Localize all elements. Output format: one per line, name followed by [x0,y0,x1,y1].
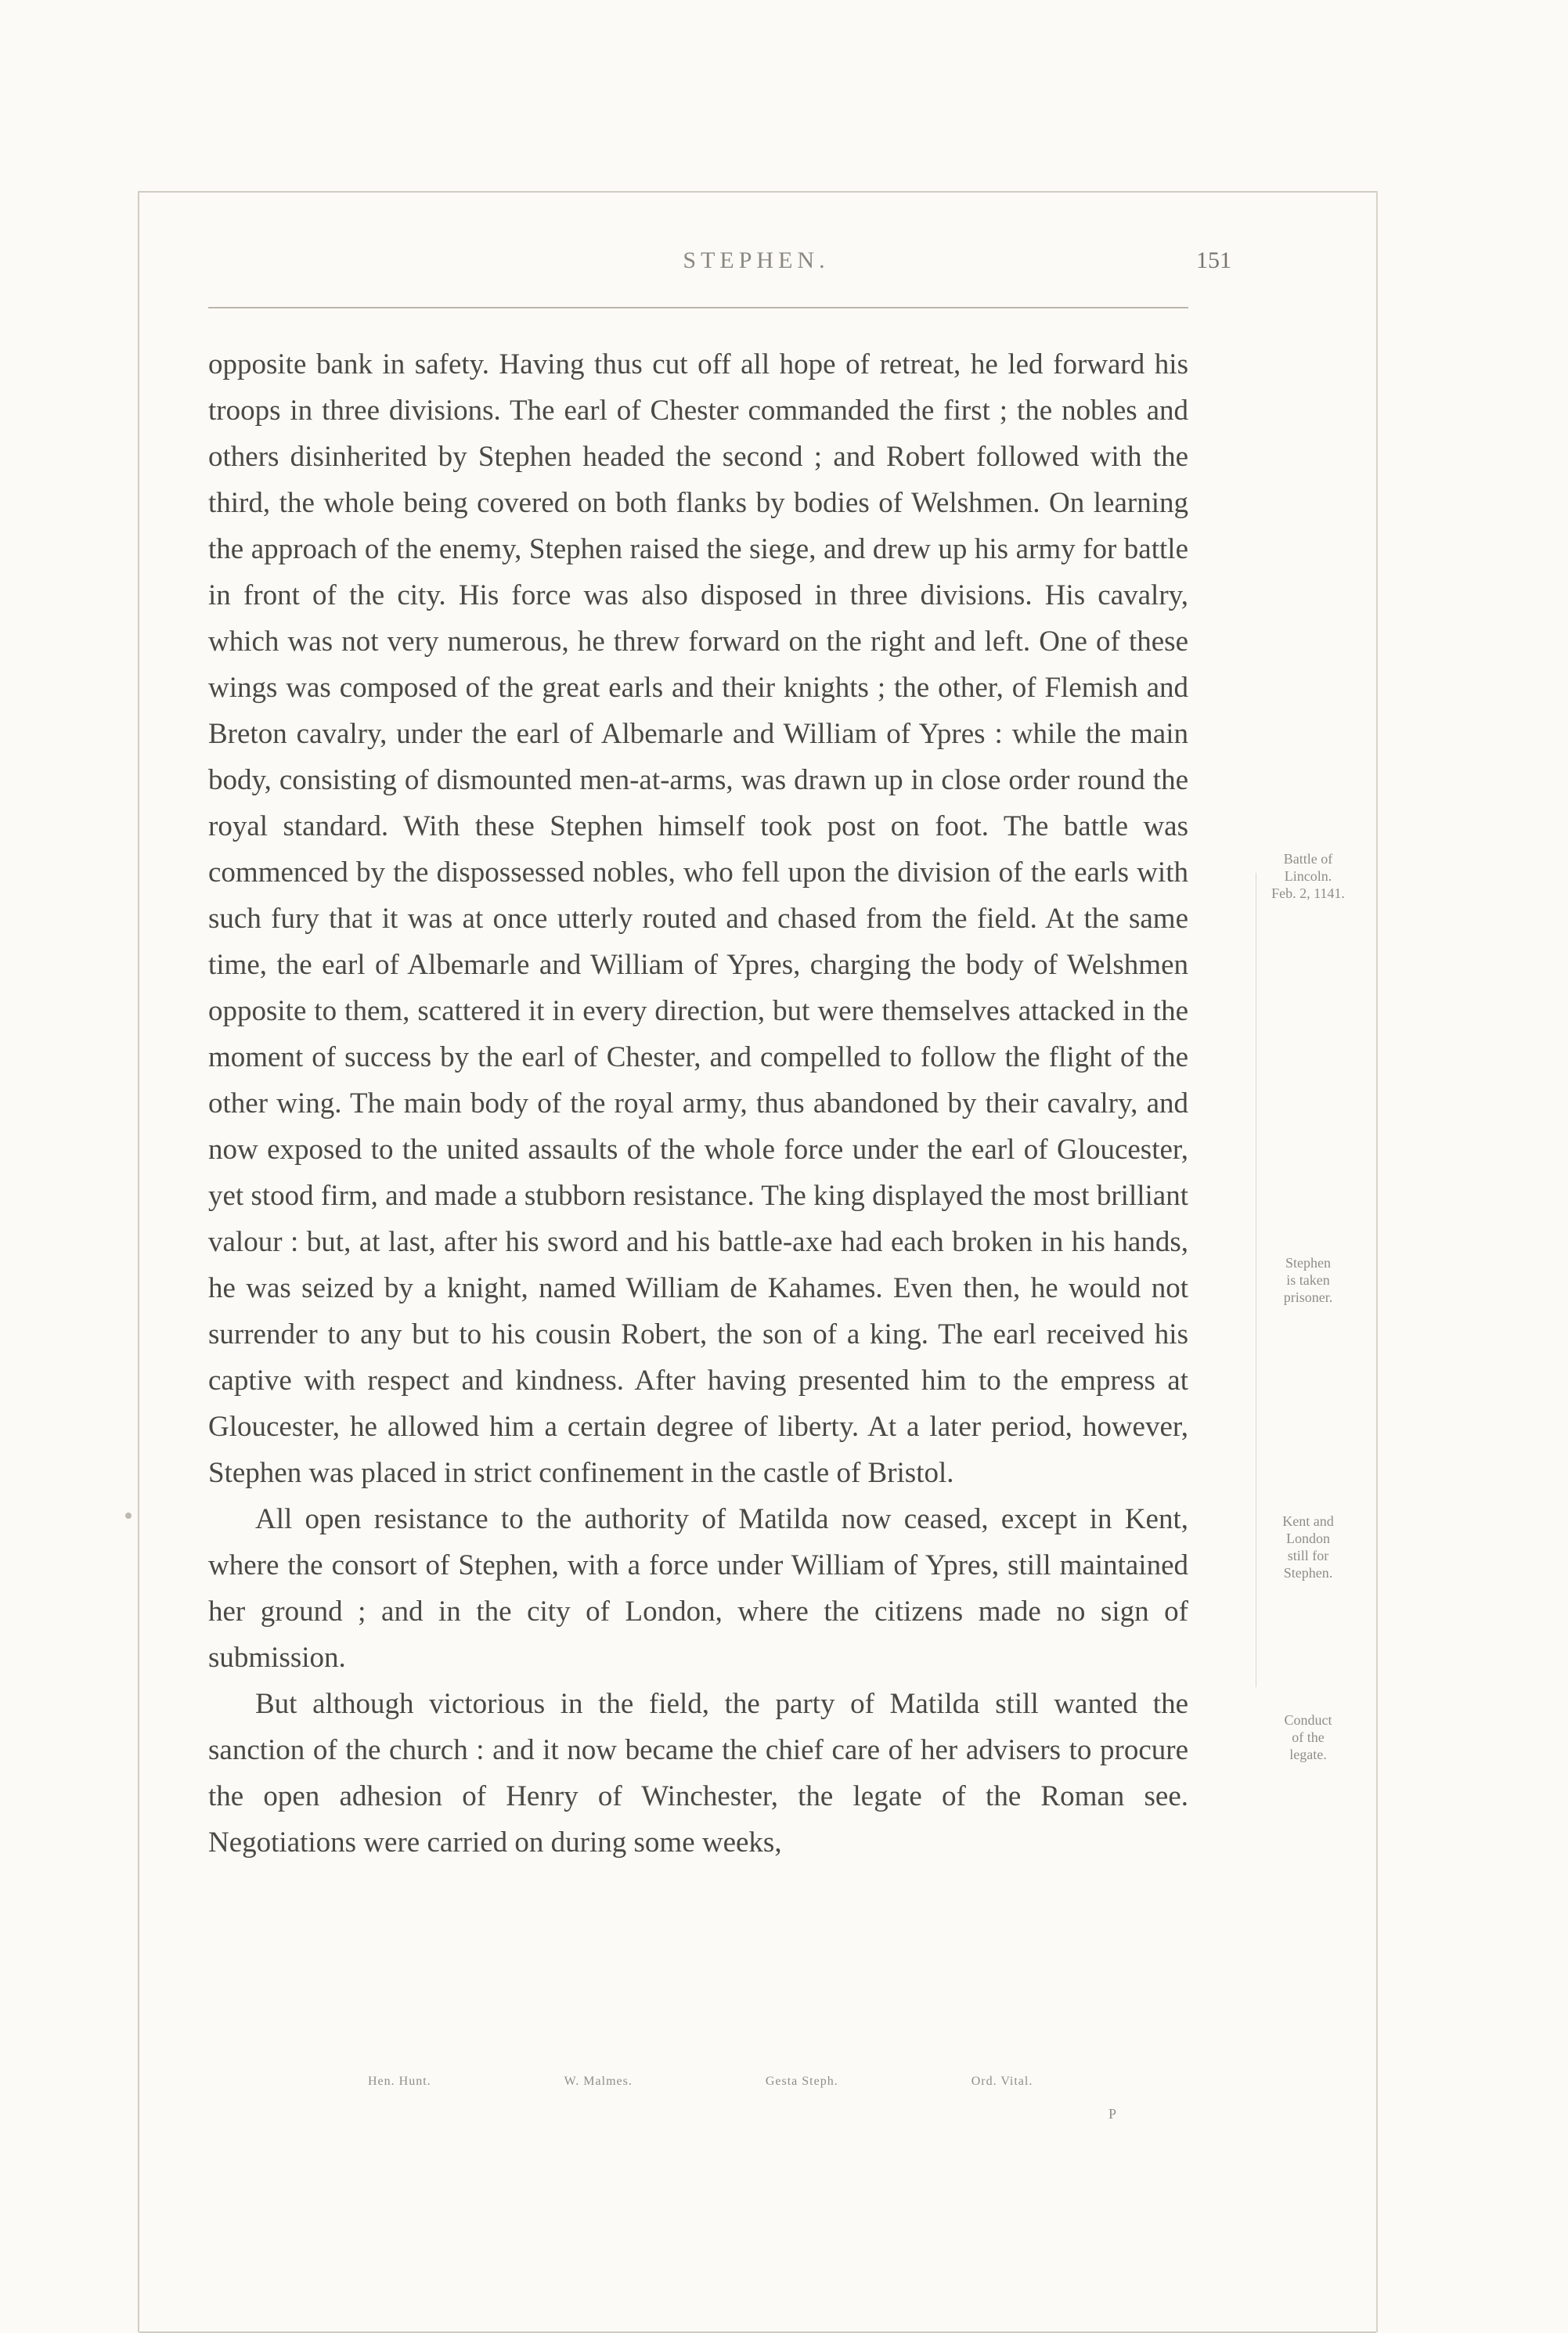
marginal-note-line: Feb. 2, 1141. [1271,885,1345,901]
marginal-note-line: Kent and [1282,1513,1334,1529]
page-number: 151 [1196,247,1231,273]
marginal-note-line: Stephen [1285,1255,1331,1271]
marginal-note-line: is taken [1286,1272,1330,1288]
running-head: STEPHEN. [683,247,830,273]
page-frame-right [1376,191,1378,2332]
marginal-note-line: legate. [1289,1747,1327,1762]
marginal-note-line: Conduct [1284,1712,1332,1728]
source-citation: Ord. Vital. [971,2075,1033,2088]
paragraph-2: All open resistance to the authority of Matilda now ceased, except in Kent, where the consort of Stephen, with a force under William of Ypres, still maintained her ground ; and in the city of London, where the citizens made no sign of submission. [208,1503,1188,1674]
source-citation: W. Malmes. [564,2075,633,2088]
page-frame-left [138,191,139,2332]
marginal-note-stephen-prisoner [1249,1254,1367,1306]
header-rule [208,307,1188,308]
marginal-note-line: Stephen. [1283,1565,1333,1581]
marginal-note-line: still for [1287,1548,1329,1563]
marginal-note-line: prisoner. [1283,1289,1333,1305]
source-citations [368,2075,1229,2089]
source-citation: Gesta Steph. [765,2075,838,2088]
marginal-note-line: Battle of [1283,851,1333,867]
signature-mark: P [1108,2106,1117,2122]
page-frame-top [139,191,1376,193]
marginal-note-line: of the [1292,1729,1325,1745]
marginal-note-battle-of-lincoln [1249,850,1367,902]
body-text [208,341,1188,1866]
source-citation: Hen. Hunt. [368,2075,431,2088]
marginal-note-conduct-of-legate [1249,1711,1367,1763]
marginal-note-line: London [1286,1531,1330,1546]
marginal-note-kent-and-london [1249,1513,1367,1581]
paragraph-1: opposite bank in safety. Having thus cut off all hope of retreat, he led forward his troops in three divisions. The earl of Chester commanded the first ; the nobles and others disinherited by Stephen headed the second ; and Robert followed with the third, the whole being covered on both flanks by bodies of Welshmen. On learning the approach of the enemy, Stephen raised the siege, and drew up his army for battle in front of the city. His force was also disposed in three divisions. His cavalry, which was not very numerous, he threw forward on the right and left. One of these wings was composed of the great earls and their knights ; the other, of Flemish and Breton cavalry, under the earl of Albemarle and William of Ypres : while the main body, consisting of dismounted men-at-arms, was drawn up in close order round the royal standard. With these Stephen himself took post on foot. The battle was commenced by the dispossessed nobles, who fell upon the division of the earls with such fury that it was at once utterly routed and chased from the field. At the same time, the earl of Albemarle and William of Ypres, charging the body of Welshmen opposite to them, scattered it in every direction, but were themselves attacked in the moment of success by the earl of Chester, and compelled to follow the flight of the other wing. The main body of the royal army, thus abandoned by their cavalry, and now exposed to the united assaults of the whole force under the earl of Gloucester, yet stood firm, and made a stubborn resistance. The king displayed the most brilliant valour : but, at last, after his sword and his battle-axe had each broken in his hands, he was seized by a knight, named William de Kahames. Even then, he would not surrender to any but to his cousin Robert, the son of a king. The earl received his captive with respect and kindness. After having presented him to the empress at Gloucester, he allowed him a certain degree of liberty. At a later period, however, Stephen was placed in strict confinement in the castle of Bristol. [208,348,1188,1489]
paragraph-3: But although victorious in the field, the party of Matilda still wanted the sanction of the church : and it now became the chief care of her advisers to procure the open adhesion of Henry of Winchester, the legate of the Roman see. Negotiations were carried on during some weeks, [208,1688,1188,1859]
marginal-note-line: Lincoln. [1284,868,1332,884]
paragraph-marker-dot [125,1513,132,1519]
